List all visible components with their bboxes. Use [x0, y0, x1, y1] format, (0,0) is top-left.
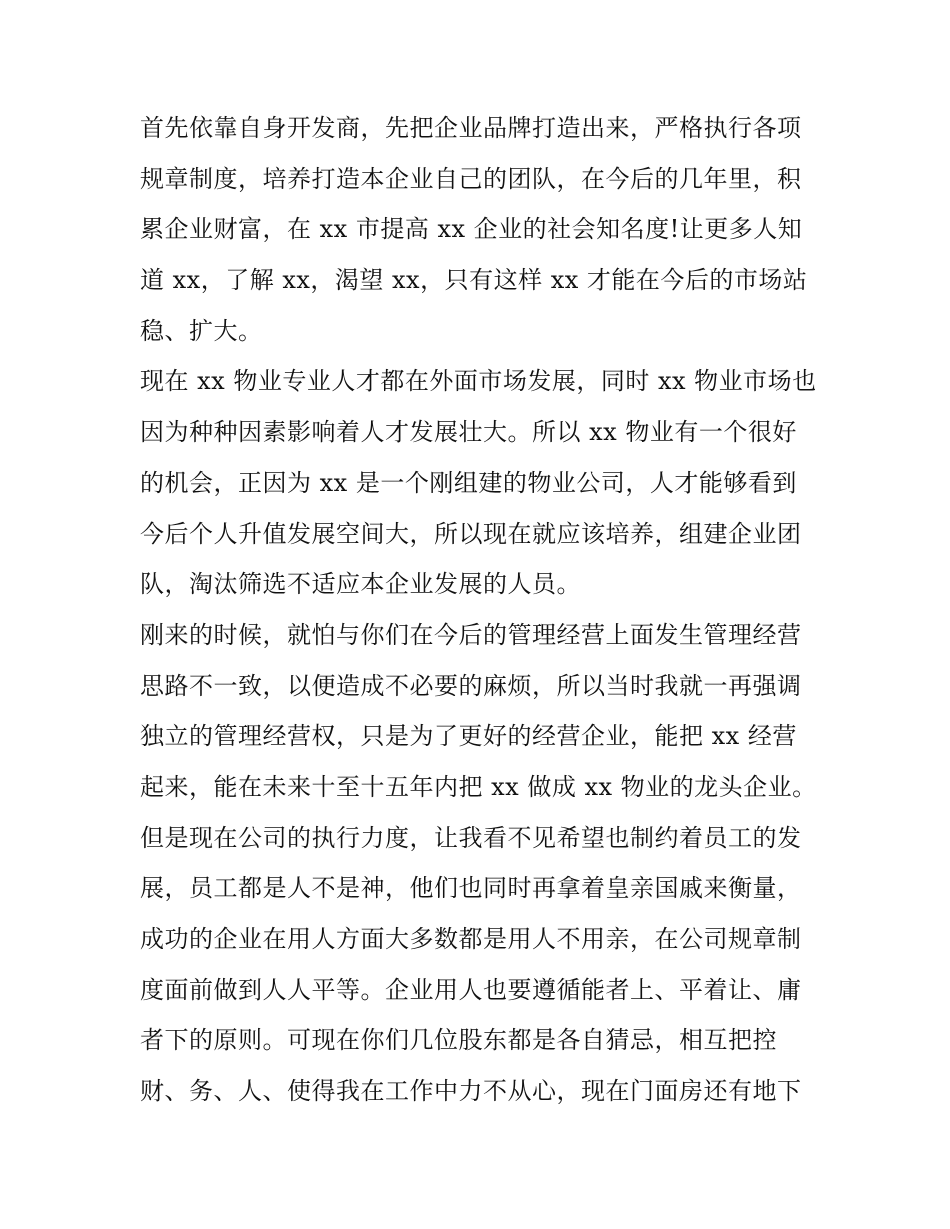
- text-line: 的机会，正因为 xx 是一个刚组建的物业公司，人才能够看到: [140, 468, 797, 497]
- text-line: 首先依靠自身开发商，先把企业品牌打造出来，严格执行各项: [140, 114, 802, 142]
- text-line: 稳、扩大。: [140, 316, 263, 345]
- text-line: 独立的管理经营权，只是为了更好的经营企业，能把 xx 经营: [140, 722, 797, 751]
- text-line: 累企业财富，在 xx 市提高 xx 企业的社会知名度!让更多人知: [140, 215, 803, 244]
- text-line: 现在 xx 物业专业人才都在外面市场发展，同时 xx 物业市场也: [140, 367, 817, 396]
- text-line: 队，淘汰筛选不适应本企业发展的人员。: [140, 570, 581, 599]
- text-line: 展，员工都是人不是神，他们也同时再拿着皇亲国戚来衡量，: [140, 874, 802, 903]
- text-line: 今后个人升值发展空间大，所以现在就应该培养，组建企业团: [140, 519, 802, 548]
- text-line: 者下的原则。可现在你们几位股东都是各自猜忌，相互把控: [140, 1026, 777, 1055]
- text-line: 规章制度，培养打造本企业自己的团队，在今后的几年里，积: [140, 164, 802, 193]
- text-line: 度面前做到人人平等。企业用人也要遵循能者上、平着让、庸: [140, 975, 802, 1004]
- text-line: 刚来的时候，就怕与你们在今后的管理经营上面发生管理经营: [140, 620, 802, 649]
- text-line: 财、务、人、使得我在工作中力不从心，现在门面房还有地下: [140, 1077, 802, 1106]
- text-line: 思路不一致，以便造成不必要的麻烦，所以当时我就一再强调: [140, 671, 802, 700]
- text-line: 道 xx，了解 xx，渴望 xx，只有这样 xx 才能在今后的市场站: [140, 266, 808, 295]
- body-text: [140, 103, 820, 1117]
- text-line: 成功的企业在用人方面大多数都是用人不用亲，在公司规章制: [140, 925, 802, 953]
- text-line: 起来，能在未来十至十五年内把 xx 做成 xx 物业的龙头企业。: [140, 772, 817, 801]
- text-line: 因为种种因素影响着人才发展壮大。所以 xx 物业有一个很好: [140, 418, 797, 447]
- text-line: 但是现在公司的执行力度，让我看不见希望也制约着员工的发: [140, 823, 802, 852]
